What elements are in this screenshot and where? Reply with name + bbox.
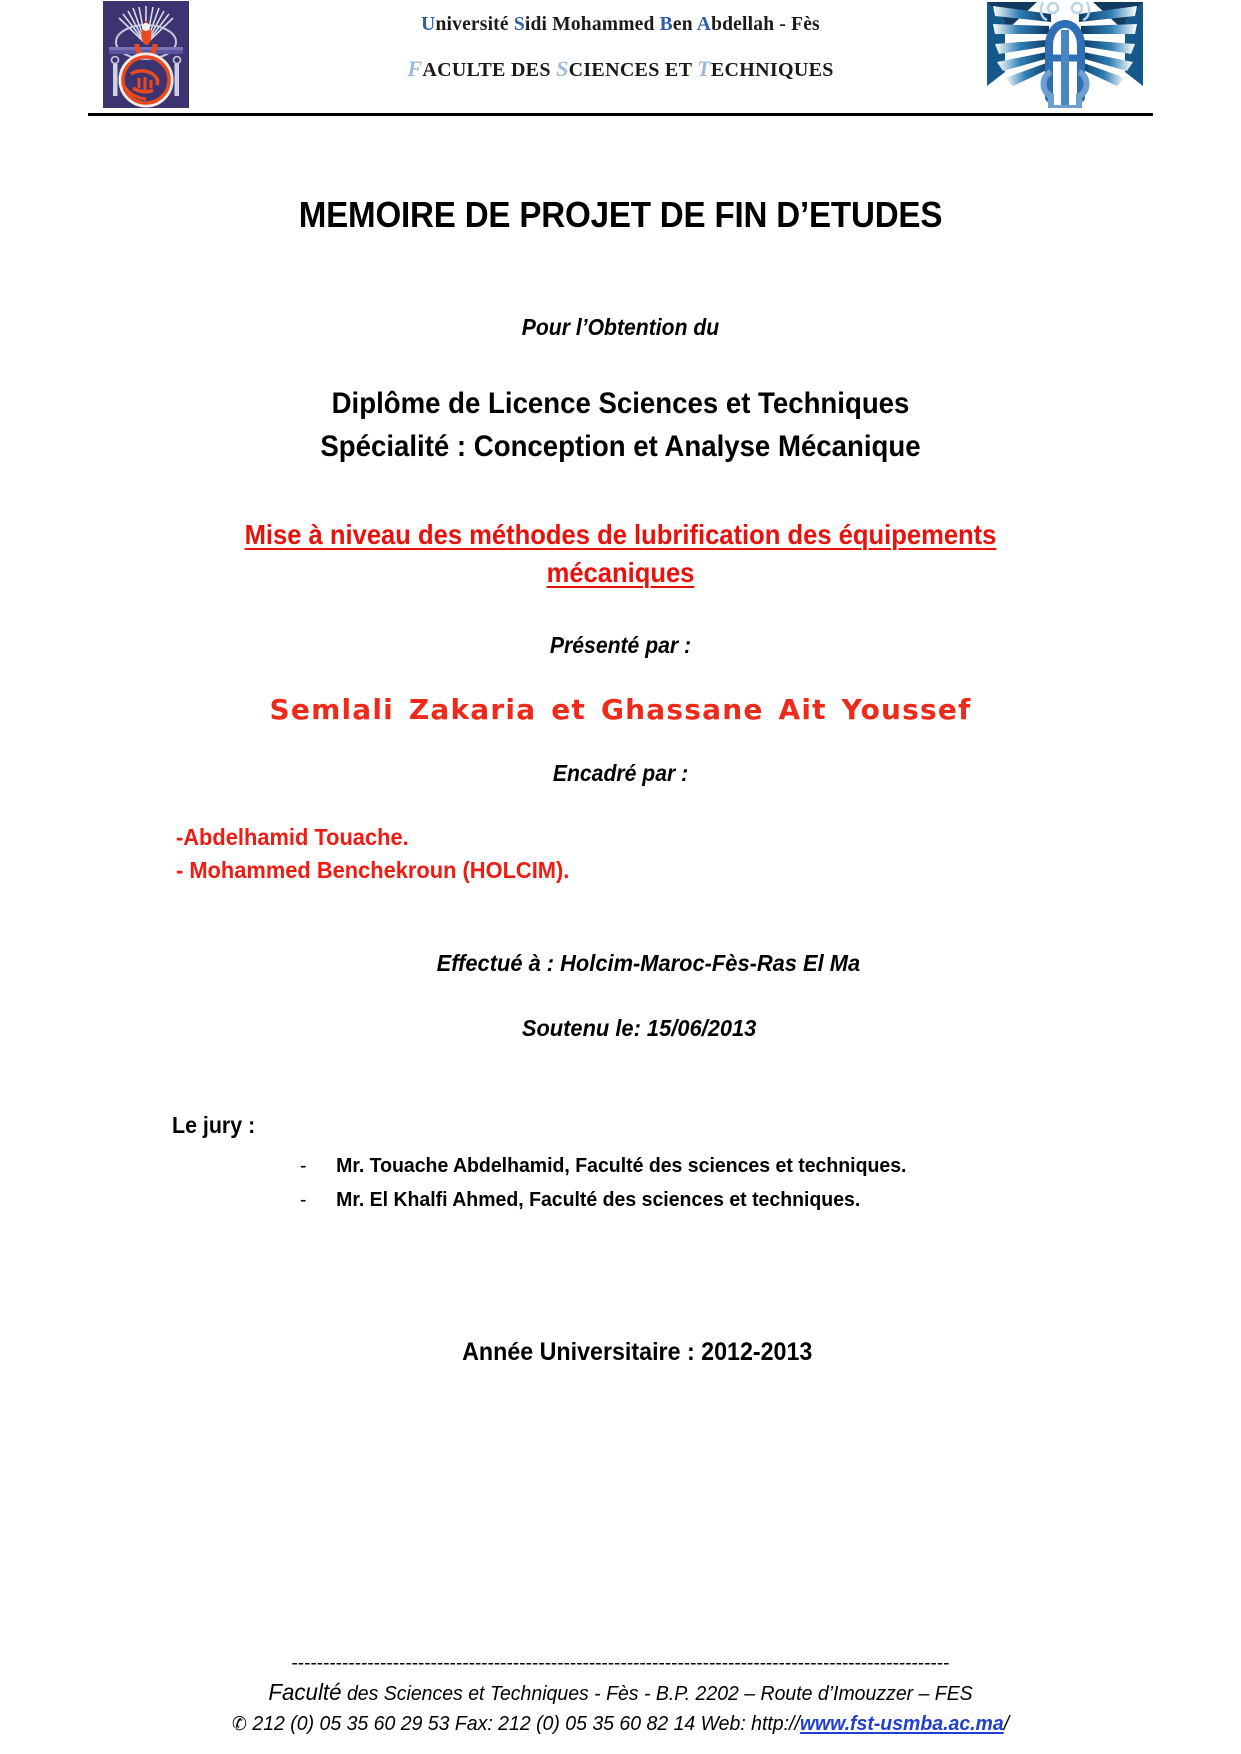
univ-cap-s: S: [513, 14, 525, 35]
diploma-block: [142, 383, 1100, 468]
diploma-line-2: Spécialité : Conception et Analyse Mécanique: [320, 429, 921, 463]
subject-line-2: mécaniques: [546, 557, 695, 589]
jury-member-name: Mr. Touache Abdelhamid, Faculté des sciences et techniques.: [336, 1154, 907, 1178]
univ-text-3: en: [672, 14, 697, 35]
student-authors: Semlali Zakaria et Ghassane Ait Youssef: [269, 693, 972, 727]
univ-text-2: idi Mohammed: [524, 14, 660, 35]
fac-cap-s: S: [556, 56, 569, 81]
footer-divider: --------------------------------------------------------------------------------------------------------: [291, 1653, 950, 1675]
diploma-line-1: Diplôme de Licence Sciences et Techniques: [331, 387, 910, 420]
header-divider-rule: [88, 113, 1153, 116]
univ-text-4: bdellah - Fès: [711, 14, 820, 35]
faculty-website-link[interactable]: www.fst-usmba.ac.ma: [799, 1712, 1004, 1735]
footer-faculte-word: Faculté: [268, 1679, 342, 1705]
for-obtention-label: Pour l’Obtention du: [521, 314, 720, 340]
fac-cap-f: F: [407, 56, 423, 81]
supervisors-list: [176, 821, 1093, 886]
jury-member-row: [300, 1149, 1099, 1182]
academic-year-line: Année Universitaire : 2012-2013: [462, 1337, 813, 1366]
footer-contact-after: /: [1003, 1712, 1010, 1735]
thesis-subject-title: [136, 516, 1104, 592]
univ-text-1: niversité: [435, 14, 514, 35]
presented-by-label: Présenté par :: [549, 632, 692, 659]
jury-bullet-dash: -: [300, 1154, 307, 1178]
footer-address-rest: des Sciences et Techniques - Fès - B.P. 2202 – Route d’Imouzzer – FES: [341, 1682, 973, 1705]
jury-member-row: [300, 1183, 1099, 1216]
page-footer: [0, 1653, 1241, 1736]
fac-text-3: ECHNIQUES: [710, 59, 834, 81]
supervisor-item: -Abdelhamid Touache.: [176, 824, 409, 851]
phone-icon: ✆: [231, 1713, 247, 1735]
jury-member-name: Mr. El Khalfi Ahmed, Faculté des sciences et techniques.: [336, 1187, 861, 1211]
supervised-by-label: Encadré par :: [552, 760, 689, 787]
footer-contact-before: 212 (0) 05 35 60 29 53 Fax: 212 (0) 05 35 60 82 14 Web: http://: [246, 1712, 800, 1735]
footer-contact: [31, 1712, 1210, 1736]
footer-address: [31, 1679, 1210, 1706]
univ-cap-a: A: [696, 14, 712, 35]
defense-date-line: Soutenu le: 15/06/2013: [521, 1015, 757, 1042]
supervisor-item: - Mohammed Benchekroun (HOLCIM).: [176, 856, 570, 883]
jury-members-list: [300, 1149, 1141, 1215]
fac-text-2: CIENCES ET: [568, 59, 698, 81]
univ-cap-b: B: [659, 14, 673, 35]
jury-section: [100, 1112, 1141, 1215]
subject-line-1: Mise à niveau des méthodes de lubrification des équipements: [244, 519, 997, 551]
document-header: [88, 0, 1153, 122]
page-title: MEMOIRE DE PROJET DE FIN D’ETUDES: [298, 194, 943, 235]
jury-bullet-dash: -: [300, 1187, 307, 1211]
performed-at-line: Effectué à : Holcim-Maroc-Fès-Ras El Ma: [436, 950, 861, 977]
fst-faculty-logo: [979, 0, 1151, 108]
univ-cap-u: U: [421, 14, 436, 35]
fac-cap-t: T: [697, 56, 711, 81]
cover-content: [0, 194, 1241, 1367]
fac-text-1: ACULTE DES: [422, 59, 557, 81]
jury-label: Le jury :: [172, 1112, 256, 1139]
